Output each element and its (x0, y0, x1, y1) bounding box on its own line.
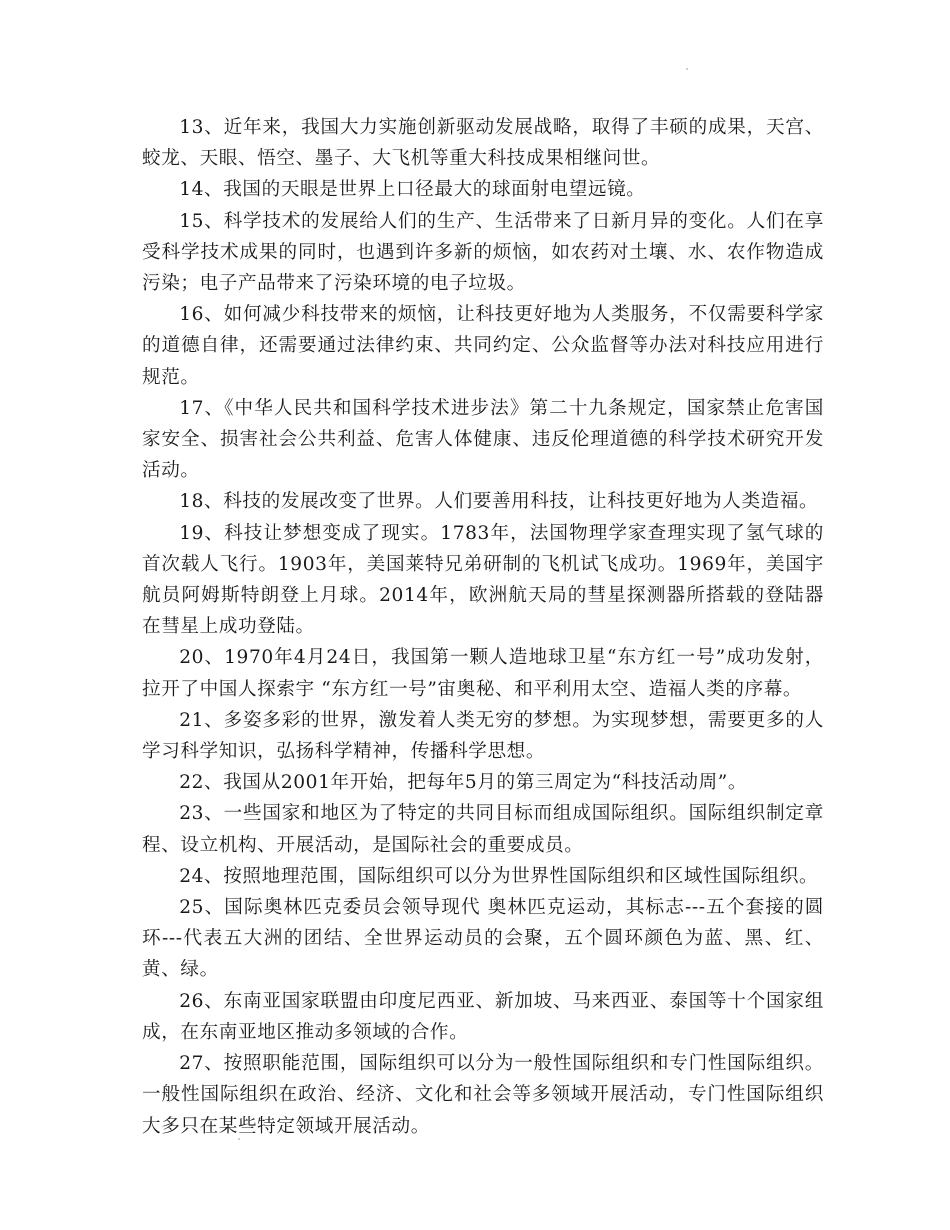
scan-speck (686, 68, 688, 70)
paragraph-20: 20、1970年4月24日，我国第一颗人造地球卫星“东方红一号”成功发射，拉开了中国人探索宇 “东方红一号”宙奥秘、和平利用太空、造福人类的序幕。 (142, 647, 824, 700)
paragraph-15: 15、科学技术的发展给人们的生产、生活带来了日新月异的变化。人们在享受科学技术成果的同时，也遇到许多新的烦恼，如农药对土壤、水、农作物造成污染；电子产品带来了污染环境的电子垃圾。 (142, 210, 824, 295)
paragraph-24: 24、按照地理范围，国际组织可以分为世界性国际组织和区域性国际组织。 (179, 865, 819, 887)
paragraph-25: 25、国际奥林匹克委员会领导现代 奥林匹克运动，其标志---五个套接的圆环---代表五大洲的团结、全世界运动员的会聚，五个圆环颜色为蓝、黑、红、黄、绿。 (142, 897, 824, 981)
paragraph-16: 16、如何减少科技带来的烦恼，让科技更好地为人类服务，不仅需要科学家的道德自律，还需要通过法律约束、共同约定、公众监督等办法对科技应用进行规范。 (142, 304, 824, 388)
paragraph-21: 21、多姿多彩的世界，激发着人类无穷的梦想。为实现梦想，需要更多的人学习科学知识，弘扬科学精神，传播科学思想。 (142, 709, 824, 763)
paragraph-19: 19、科技让梦想变成了现实。1783年，法国物理学家查理实现了氢气球的首次载人飞行。1903年，美国莱特兄弟研制的飞机试飞成功。1969年，美国宇航员阿姆斯特朗登上月球。2014年，欧洲航天局的彗星探测器所搭载的登陆器在彗星上成功登陆。 (142, 522, 824, 638)
paragraph-14: 14、我国的天眼是世界上口径最大的球面射电望远镜。 (179, 179, 646, 201)
paragraph-23: 23、一些国家和地区为了特定的共同目标而组成国际组织。国际组织制定章程、设立机构、开展活动，是国际社会的重要成员。 (142, 803, 824, 856)
paragraph-18: 18、科技的发展改变了世界。人们要善用科技，让科技更好地为人类造福。 (179, 491, 819, 513)
paragraph-27: 27、按照职能范围，国际组织可以分为一般性国际组织和专门性国际组织。一般性国际组织在政治、经济、文化和社会等多领域开展活动，专门性国际组织大多只在某些特定领域开展活动。 (142, 1053, 824, 1137)
document-body (142, 112, 824, 1142)
paragraph-22: 22、我国从2001年开始，把每年5月的第三周定为“科技活动周”。 (179, 772, 748, 794)
paragraph-26: 26、东南亚国家联盟由印度尼西亚、新加坡、马来西亚、泰国等十个国家组成，在东南亚地区推动多领域的合作。 (142, 990, 824, 1043)
paragraph-13: 13、近年来，我国大力实施创新驱动发展战略，取得了丰硕的成果，天宫、蛟龙、天眼、悟空、墨子、大飞机等重大科技成果相继问世。 (142, 117, 824, 170)
paragraph-17: 17、《中华人民共和国科学技术进步法》第二十九条规定，国家禁止危害国家安全、损害社会公共利益、危害人体健康、违反伦理道德的科学技术研究开发活动。 (142, 397, 824, 482)
